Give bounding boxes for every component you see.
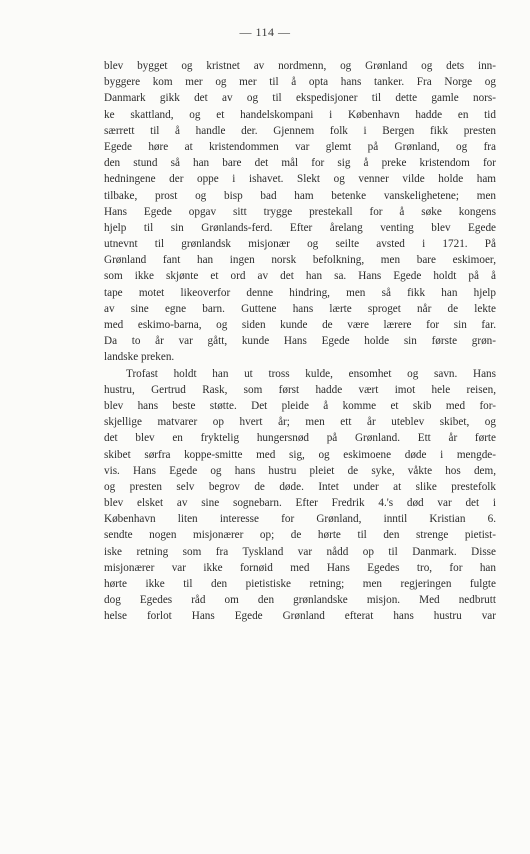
text-line: med eskimo-barna, og siden kunde de være lærere for sin far. — [104, 319, 496, 331]
text-line: blev elsket av sine sognebarn. Efter Fredrik 4.'s død var det i — [104, 497, 496, 510]
text-line: som ikke skjønte et ord av det han sa. Hans Egede holdt på å — [104, 270, 496, 283]
page-number: — 114 — — [239, 25, 291, 39]
text-line: Danmark gikk det av og til ekspedisjoner til dette gamle nors- — [104, 92, 496, 105]
text-line: misjonærer var ikke fornøid med Hans Egedes tro, for han — [104, 561, 496, 574]
paragraph-1 — [104, 58, 496, 366]
text-line: iske retning som fra Tyskland var nådd op til Danmark. Disse — [104, 545, 496, 558]
text-line: tilbake, prost og bisp bad ham betenke vanskelighetene; men — [104, 189, 496, 202]
text-line: Egede høre at kristendommen var glemt på Grønland, og fra — [104, 140, 496, 153]
text-line: blev hans beste støtte. Det pleide å komme et skib med for- — [104, 399, 496, 412]
text-line: hjelp til sin Grønlands-ferd. Efter årelang venting blev Egede — [104, 221, 496, 234]
text-line: den stund så han bare det mål for sig å preke kristendom for — [104, 157, 496, 170]
text-line: blev bygget og kristnet av nordmenn, og Grønland og dets inn- — [104, 60, 496, 72]
text-line: av sine egne barn. Guttene hans lærte sproget når de lekte — [104, 302, 496, 315]
text-line: landske preken. — [104, 351, 175, 364]
text-line: hørte ikke til den pietistiske retning; men regjeringen fulgte — [104, 578, 496, 590]
text-line: dog Egedes råd om den grønlandske misjon. Med nedbrutt — [104, 594, 496, 607]
paragraph-2 — [104, 366, 496, 625]
text-line: sendte nogen misjonærer op; de hørte til den strenge pietist- — [104, 529, 496, 542]
text-line: hedningene der oppe i ishavet. Slekt og venner vilde holde ham — [104, 173, 496, 186]
text-line: Grønland fant han ingen norsk befolkning, men bare eskimoer, — [104, 254, 496, 267]
body-text — [104, 58, 496, 625]
text-line: utnevnt til grønlandsk misjonær og seilte avsted i 1721. På — [104, 238, 496, 251]
text-line: København liten interesse for Grønland, inntil Kristian 6. — [104, 513, 496, 526]
text-line: tape motet likeoverfor denne hindring, men så fikk han hjelp — [104, 286, 496, 299]
text-line: vis. Hans Egede og hans hustru pleiet de syke, våkte hos dem, — [104, 464, 496, 477]
text-line: helse forlot Hans Egede Grønland efterat hans hustru var — [104, 610, 496, 623]
text-line: særrett til å handle der. Gjennem folk i Bergen fikk presten — [104, 124, 496, 137]
text-line: skjellige matvarer op hvert år; men ett år uteblev skibet, og — [104, 416, 496, 429]
text-line: hustru, Gertrud Rask, som først hadde vært imot hele reisen, — [104, 383, 496, 396]
text-line: Hans Egede opgav sitt trygge prestekall for å søke kongens — [104, 205, 496, 218]
text-line: ke skattland, og et handelskompani i København hadde en tid — [104, 108, 496, 121]
text-line: byggere kom mer og mer til å opta hans tanker. Fra Norge og — [104, 76, 496, 89]
text-line: og presten selv begrov de døde. Intet under at slike prestefolk — [104, 480, 496, 493]
text-line: skibet sørfra koppe-smitte med sig, og eskimoene døde i mengde- — [104, 448, 496, 461]
text-line: Trofast holdt han ut tross kulde, ensomhet og savn. Hans — [126, 367, 496, 380]
text-line: det blev en fryktelig hungersnød på Grønland. Ett år førte — [104, 432, 496, 445]
text-line: Da to år var gått, kunde Hans Egede holde sin første grøn- — [104, 335, 496, 348]
